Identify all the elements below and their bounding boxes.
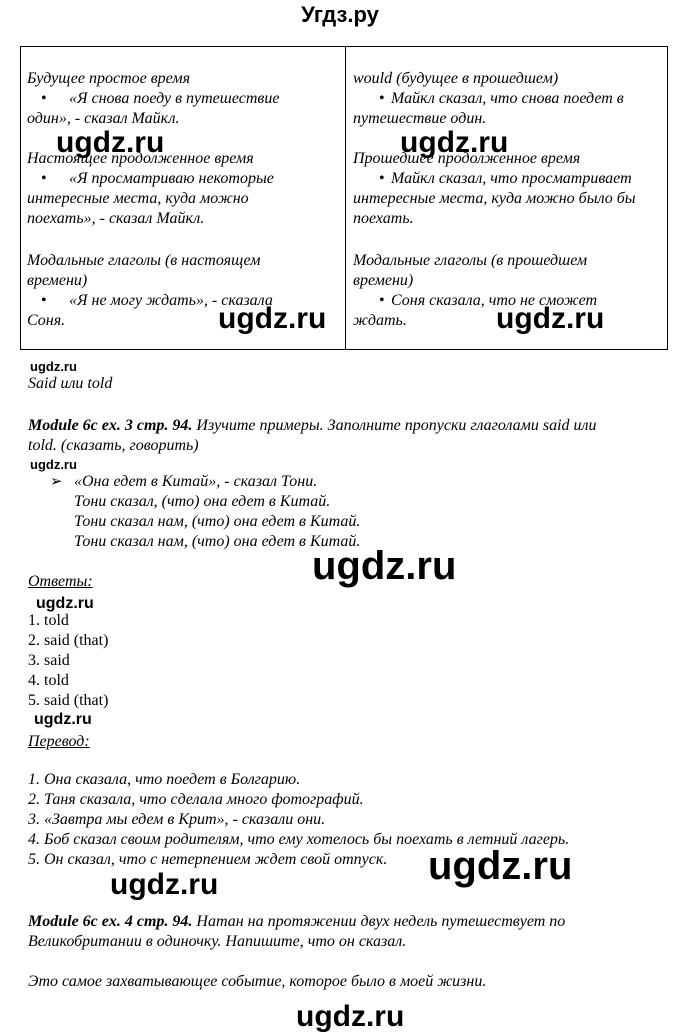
cell-text: интересные места, куда можно [27,190,249,207]
translation-label: Перевод: [28,733,90,750]
cell-heading: would (будущее в прошедшем) [353,70,559,87]
bullet-icon: • [379,90,385,107]
watermark: ugdz.ru [56,126,165,159]
watermark: ugdz.ru [400,126,509,159]
cell-text: Майкл сказал, что снова поедет в [391,90,624,107]
right-cell-would [353,69,665,129]
cell-heading: Будущее простое время [27,70,191,87]
cell-heading: времени) [27,272,88,289]
list-item: 3. said [28,652,70,669]
list-item: Тони сказал нам, (что) она едет в Китай. [74,513,361,530]
cell-heading: Настоящее продолженное время [27,150,254,167]
table-divider [345,47,346,349]
cell-text: «Я просматриваю некоторые [69,170,274,187]
list-item: Тони сказал нам, (что) она едет в Китай. [74,533,361,550]
list-item: 2. said (that) [28,632,109,649]
exercise-ref: Module 6c ex. 4 стр. 94. [28,913,193,930]
exercise-task: Натан на протяжении двух недель путешествует по [196,913,566,930]
watermark: ugdz.ru [36,595,94,612]
cell-text: ждать. [353,312,407,329]
cell-heading: Модальные глаголы (в прошедшем [353,252,588,269]
watermark: ugdz.ru [110,868,219,901]
exercise-task-cont: Великобритании в одиночку. Напишите, что он сказал. [28,933,407,950]
left-cell-future [27,69,333,129]
cell-text: «Я снова поеду в путешествие [69,90,280,107]
cell-text: Соня. [27,312,66,329]
list-item: Тони сказал, (что) она едет в Китай. [74,493,331,510]
watermark: ugdz.ru [30,457,77,472]
list-item: 3. «Завтра мы едем в Крит», - сказали они. [28,811,326,828]
right-cell-past-continuous [353,149,665,229]
watermark: ugdz.ru [30,359,77,374]
exercise-task: Изучите примеры. Заполните пропуски глаголами said или [196,417,597,434]
cell-text: Соня сказала, что не сможет [391,292,598,309]
watermark: ugdz.ru [496,302,605,335]
cell-text: поехать. [353,210,414,227]
list-item: 5. said (that) [28,692,109,709]
list-item: 5. Он сказал, что с нетерпением ждет свой отпуск. [28,851,388,868]
answers-list [28,611,108,711]
bullet-icon: • [41,292,47,309]
cell-text: поехать», - сказал Майкл. [27,210,205,227]
cell-text: путешествие один. [353,110,487,127]
exercise-task-cont: told. (сказать, говорить) [28,437,199,454]
cell-text: один», - сказал Майкл. [27,110,180,127]
list-item: 1. told [28,612,69,629]
exercise-3-task [28,416,597,436]
bullet-icon: • [379,170,385,187]
watermark: ugdz.ru [312,544,457,588]
watermark: ugdz.ru [218,302,327,335]
watermark: ugdz.ru [296,1000,405,1033]
example-list [74,472,360,552]
exercise-sentence: Это самое захватывающее событие, которое было в моей жизни. [28,973,487,990]
exercise-ref: Module 6c ex. 3 стр. 94. [28,417,193,434]
cell-text: интересные места, куда можно было бы [353,190,636,207]
cell-heading: Модальные глаголы (в настоящем [27,252,261,269]
answers-label: Ответы: [28,573,93,590]
watermark: ugdz.ru [428,844,573,888]
cell-heading: Прошедшее продолженное время [353,150,581,167]
list-item: «Она едет в Китай», - сказал Тони. [74,473,318,490]
section-heading: Said или told [28,375,113,392]
list-item: 4. Боб сказал своим родителям, что ему хотелось бы поехать в летний лагерь. [28,831,570,848]
site-title: Угдз.ру [301,2,379,27]
left-cell-present-continuous [27,149,333,229]
bullet-icon: • [41,170,47,187]
bullet-icon: • [379,292,385,309]
cell-heading: времени) [353,272,414,289]
list-item: 2. Таня сказала, что сделала много фотографий. [28,791,364,808]
list-item: 4. told [28,672,69,689]
cell-text: Майкл сказал, что просматривает [391,170,632,187]
arrow-bullet-icon: ➢ [50,474,63,490]
watermark: ugdz.ru [34,711,92,728]
cell-text: «Я не могу ждать», - сказала [69,292,273,309]
bullet-icon: • [41,90,47,107]
exercise-4-task [28,912,565,932]
list-item: 1. Она сказала, что поедет в Болгарию. [28,771,301,788]
